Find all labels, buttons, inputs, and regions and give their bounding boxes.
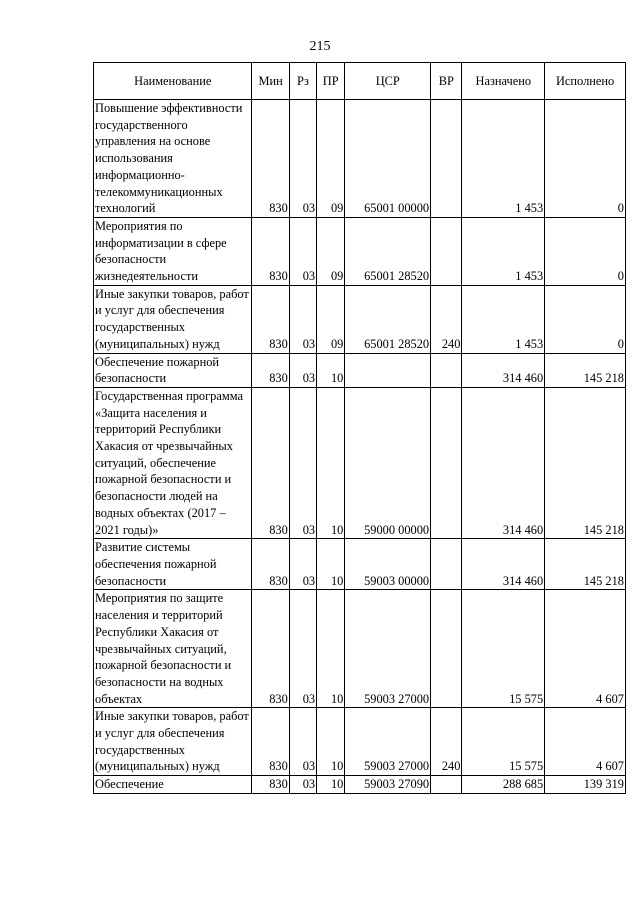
cell-min: 830 (252, 353, 289, 387)
cell-vr (431, 590, 462, 708)
cell-pr: 10 (317, 776, 345, 794)
cell-name: Иные закупки товаров, работ и услуг для обеспечения государственных (муниципальных) нужд (94, 708, 252, 776)
cell-vr (431, 353, 462, 387)
cell-min: 830 (252, 708, 289, 776)
cell-csr: 65001 00000 (345, 100, 431, 218)
table-header-row (94, 63, 626, 100)
table-row (94, 387, 626, 538)
page-number: 215 (309, 39, 331, 54)
cell-assigned: 288 685 (462, 776, 545, 794)
cell-csr: 65001 28520 (345, 217, 431, 285)
table-row (94, 776, 626, 794)
cell-rz: 03 (289, 590, 316, 708)
cell-vr (431, 539, 462, 590)
cell-rz: 03 (289, 100, 316, 218)
header-name: Наименование (94, 63, 252, 100)
cell-assigned: 1 453 (462, 285, 545, 353)
table-row (94, 353, 626, 387)
cell-csr: 59003 27000 (345, 708, 431, 776)
cell-executed: 0 (545, 217, 626, 285)
cell-name: Развитие системы обеспечения пожарной безопасности (94, 539, 252, 590)
cell-min: 830 (252, 539, 289, 590)
cell-pr: 09 (317, 285, 345, 353)
cell-rz: 03 (289, 776, 316, 794)
cell-executed: 0 (545, 100, 626, 218)
cell-rz: 03 (289, 387, 316, 538)
cell-assigned: 314 460 (462, 353, 545, 387)
cell-csr: 65001 28520 (345, 285, 431, 353)
cell-executed: 4 607 (545, 590, 626, 708)
cell-vr (431, 387, 462, 538)
cell-rz: 03 (289, 217, 316, 285)
cell-rz: 03 (289, 708, 316, 776)
cell-vr (431, 217, 462, 285)
cell-pr: 09 (317, 217, 345, 285)
cell-executed: 145 218 (545, 353, 626, 387)
cell-name: Мероприятия по информатизации в сфере безопасности жизнедеятельности (94, 217, 252, 285)
table-row (94, 217, 626, 285)
table-row (94, 285, 626, 353)
header-rz: Рз (289, 63, 316, 100)
cell-executed: 145 218 (545, 539, 626, 590)
header-min: Мин (252, 63, 289, 100)
cell-min: 830 (252, 590, 289, 708)
cell-executed: 139 319 (545, 776, 626, 794)
cell-min: 830 (252, 285, 289, 353)
cell-csr: 59003 00000 (345, 539, 431, 590)
cell-vr: 240 (431, 708, 462, 776)
cell-pr: 10 (317, 708, 345, 776)
cell-assigned: 15 575 (462, 590, 545, 708)
table-row (94, 539, 626, 590)
cell-csr: 59003 27090 (345, 776, 431, 794)
cell-min: 830 (252, 387, 289, 538)
cell-executed: 4 607 (545, 708, 626, 776)
cell-name: Обеспечение (94, 776, 252, 794)
cell-name: Государственная программа «Защита населения и территорий Республики Хакасия от чрезвычайных ситуаций, обеспечение пожарной безопасности и безопасности людей на водных объектах (2017 – 2021 годы)» (94, 387, 252, 538)
cell-assigned: 1 453 (462, 217, 545, 285)
cell-assigned: 314 460 (462, 539, 545, 590)
cell-min: 830 (252, 100, 289, 218)
cell-pr: 09 (317, 100, 345, 218)
header-vr: ВР (431, 63, 462, 100)
cell-pr: 10 (317, 539, 345, 590)
table-row (94, 708, 626, 776)
cell-executed: 0 (545, 285, 626, 353)
table-row (94, 100, 626, 218)
cell-assigned: 15 575 (462, 708, 545, 776)
cell-name: Мероприятия по защите населения и территорий Республики Хакасия от чрезвычайных ситуаций, пожарной безопасности и безопасности на водных объектах (94, 590, 252, 708)
cell-name: Повышение эффективности государственного управления на основе использования информационно-телекоммуникационных технологий (94, 100, 252, 218)
cell-rz: 03 (289, 285, 316, 353)
cell-name: Обеспечение пожарной безопасности (94, 353, 252, 387)
cell-pr: 10 (317, 387, 345, 538)
cell-rz: 03 (289, 539, 316, 590)
cell-min: 830 (252, 776, 289, 794)
header-pr: ПР (317, 63, 345, 100)
cell-vr (431, 100, 462, 218)
cell-assigned: 314 460 (462, 387, 545, 538)
cell-min: 830 (252, 217, 289, 285)
cell-executed: 145 218 (545, 387, 626, 538)
cell-name: Иные закупки товаров, работ и услуг для обеспечения государственных (муниципальных) нужд (94, 285, 252, 353)
cell-csr: 59000 00000 (345, 387, 431, 538)
header-assigned: Назначено (462, 63, 545, 100)
cell-pr: 10 (317, 353, 345, 387)
cell-vr: 240 (431, 285, 462, 353)
cell-csr (345, 353, 431, 387)
header-csr: ЦСР (345, 63, 431, 100)
header-executed: Исполнено (545, 63, 626, 100)
budget-table (93, 62, 626, 794)
cell-pr: 10 (317, 590, 345, 708)
cell-vr (431, 776, 462, 794)
cell-csr: 59003 27000 (345, 590, 431, 708)
cell-rz: 03 (289, 353, 316, 387)
cell-assigned: 1 453 (462, 100, 545, 218)
table-row (94, 590, 626, 708)
